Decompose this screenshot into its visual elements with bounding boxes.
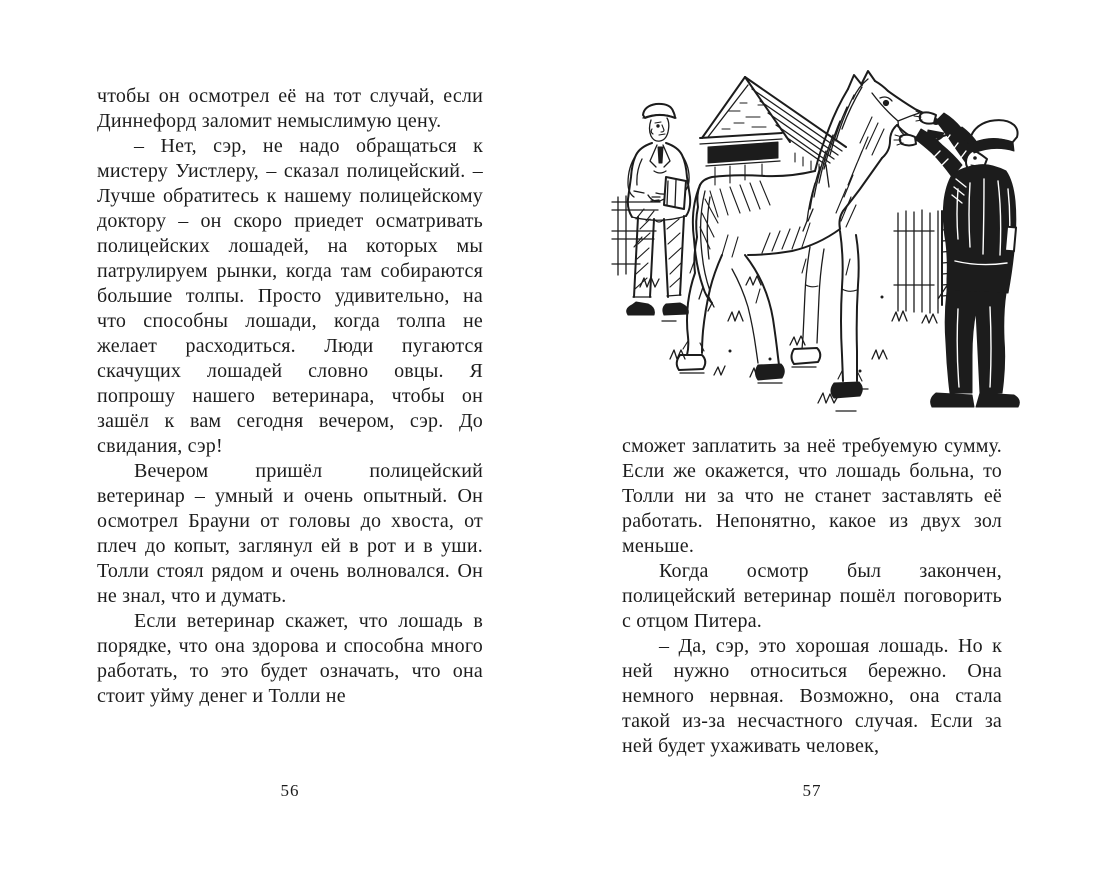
page-right [550,0,1100,873]
barn-illustration [700,77,846,187]
paragraph: Когда осмотр был закончен, полицейский ветеринар пошёл поговорить с отцом Питера. [622,560,1002,632]
horse-examination-illustration [610,58,1050,420]
paragraph: чтобы он осмотрел её на тот случай, если Диннефорд заломит немыслимую цену. [97,85,483,132]
paragraph: Если ветеринар скажет, что лошадь в порядке, что она здорова и способна много работать, то это будет означать, что она стоит уйму денег и Толли не [97,610,483,707]
horse-illustration [677,71,949,398]
grass-illustration [640,276,937,411]
right-text-column [622,434,1002,759]
paragraph: – Да, сэр, это хорошая лошадь. Но к ней нужно относиться бережно. Она немного нервная. Возможно, она стала такой из-за несчастного случая. Если за ней будет ухаживать человек, [622,635,1002,757]
page-number-right: 57 [802,781,822,800]
page-number-left: 56 [280,781,300,800]
left-text-column [97,84,483,709]
paragraph: Вечером пришёл полицейский ветеринар – умный и очень опытный. Он осмотрел Брауни от головы до хвоста, от плеч до копыт, заглянул ей в рот и в уши. Толли стоял рядом и очень волновался. Он не знал, что и думать. [97,460,483,607]
vet-figure [894,111,1019,407]
paragraph: – Нет, сэр, не надо обращаться к мистеру Уистлеру, – сказал полицейский. – Лучше обратитесь к нашему полицейскому доктору – он скоро приедет осматривать полицейских лошадей, на которых мы патрулируем рынки, когда там собираются большие толпы. Просто удивительно, на что способны лошади, когда толпа не желает расходиться. Люди пугаются скачущих лошадей словно овцы. Я попрошу нашего ветеринара, чтобы он зашёл к вам сегодня вечером, сэр. До свидания, сэр! [97,135,483,457]
paragraph: сможет заплатить за неё требуемую сумму. Если же окажется, что лошадь больна, то Толли ни за что не станет заставлять её работать. Непонятно, какое из двух зол меньше. [622,435,1002,557]
